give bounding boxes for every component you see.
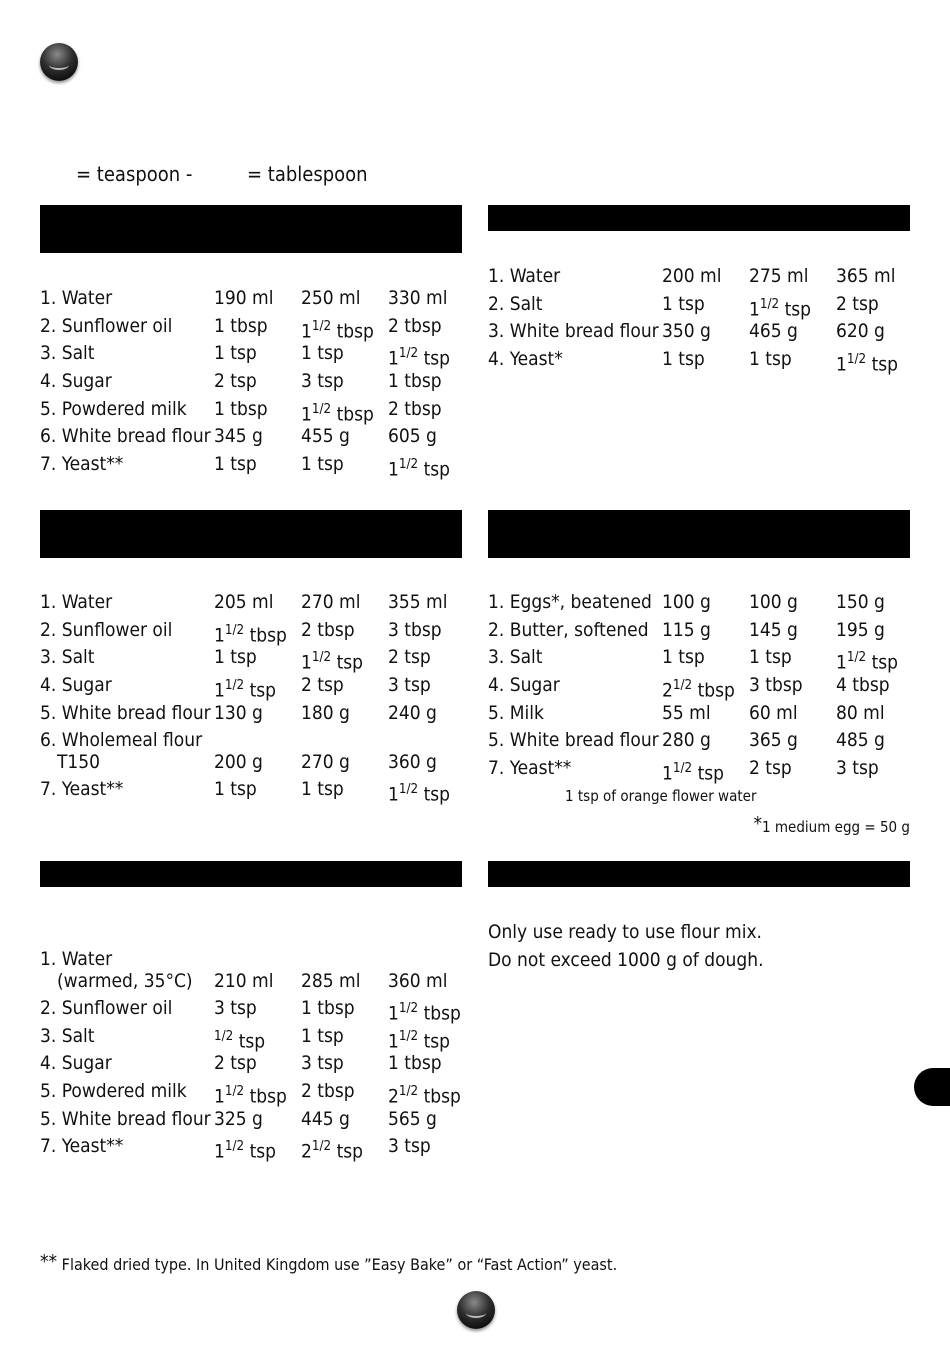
ingredient-quantity: 365 ml xyxy=(836,265,896,287)
ingredient-row xyxy=(488,727,910,755)
yeast-footnote-text: Flaked dried type. In United Kingdom use ”Easy Bake” or “Fast Action” yeast. xyxy=(61,1255,618,1274)
ingredient-quantity: 2 tbsp xyxy=(301,618,355,641)
ingredient-quantity: 285 ml xyxy=(301,969,361,992)
ingredient-quantity: 270 g xyxy=(301,750,350,773)
ingredient-quantity: 620 g xyxy=(836,320,885,343)
ingredient-quantity: 485 g xyxy=(836,729,885,752)
section-bar-wholemeal xyxy=(40,510,462,558)
ingredient-quantity: 3 tsp xyxy=(836,757,879,780)
ingredient-name: 3. Salt xyxy=(40,646,95,669)
ingredient-quantity: 1 tsp xyxy=(662,292,705,315)
ingredient-quantity: $1^{1/2}$ tsp xyxy=(301,650,364,674)
ingredient-quantity: $1^{1/2}$ tbsp xyxy=(301,318,374,343)
ingredient-quantity: 4 tbsp xyxy=(836,674,890,697)
ingredient-quantity: 360 g xyxy=(388,750,437,773)
ingredient-name: 3. Salt xyxy=(40,1024,95,1047)
ingredient-quantity: $1^{1/2}$ tsp xyxy=(662,761,725,785)
ingredient-name: 7. Yeast** xyxy=(40,1135,124,1158)
ingredient-quantity: 365 g xyxy=(749,729,798,752)
ingredient-row xyxy=(40,1050,462,1078)
ingredient-name: 1. Water xyxy=(40,287,113,309)
ingredient-name: 4. Sugar xyxy=(40,370,112,393)
ingredient-quantity: $1^{1/2}$ tsp xyxy=(388,782,451,806)
ingredient-quantity: 1 tbsp xyxy=(301,997,355,1019)
gluten-free-instructions xyxy=(488,919,764,974)
ingredient-name: 7. Yeast** xyxy=(40,778,124,801)
ingredient-name: 2. Sunflower oil xyxy=(40,314,173,337)
ingredient-quantity: $2^{1/2}$ tbsp xyxy=(388,1084,461,1108)
ingredient-row xyxy=(488,755,910,783)
ingredient-row xyxy=(40,727,462,776)
ingredient-quantity: 2 tbsp xyxy=(301,1080,355,1103)
ingredient-quantity: 1 tsp xyxy=(301,1024,344,1047)
yeast-footnote xyxy=(40,1251,617,1274)
section-bar-brioche xyxy=(488,510,910,558)
ingredient-quantity: 100 g xyxy=(749,591,798,613)
recipe-table-french xyxy=(488,263,910,374)
ingredient-quantity: $1^{1/2}$ tsp xyxy=(388,1028,451,1053)
ingredient-quantity: 1 tbsp xyxy=(214,314,268,337)
ingredient-quantity: 3 tsp xyxy=(388,1135,431,1158)
section-bar-basic xyxy=(40,205,462,253)
ingredient-row xyxy=(40,285,462,313)
ingredient-quantity: 1 tsp xyxy=(301,453,344,476)
legend-tablespoon: = tablespoon xyxy=(247,162,368,186)
gluten-free-line-1: Only use ready to use flour mix. xyxy=(488,921,762,943)
ingredient-name: 5. White bread flour xyxy=(488,729,659,752)
ingredient-quantity: 60 ml xyxy=(749,701,798,724)
ingredient-name: 7. Yeast** xyxy=(40,453,124,476)
ingredient-name: 1. Water xyxy=(40,591,113,613)
ingredient-quantity: $1^{1/2}$ tsp xyxy=(388,457,451,481)
ingredient-name: 2. Sunflower oil xyxy=(40,997,173,1019)
ingredient-row xyxy=(40,451,462,479)
egg-note-text: 1 medium egg = 50 g xyxy=(762,818,910,836)
ingredient-quantity: $1^{1/2}$ tsp xyxy=(749,296,812,321)
ingredient-name: 5. Powdered milk xyxy=(40,1080,187,1103)
ingredient-row xyxy=(40,672,462,700)
ingredient-quantity: 200 g xyxy=(214,750,263,773)
section-bar-french xyxy=(488,205,910,231)
ingredient-quantity: 1 tsp xyxy=(214,646,257,669)
section-bar-sweet xyxy=(40,861,462,887)
ingredient-quantity: $1^{1/2}$ tsp xyxy=(836,352,899,376)
ingredient-quantity: 3 tbsp xyxy=(749,674,803,697)
ingredient-quantity: $1^{1/2}$ tsp xyxy=(214,1139,277,1163)
ingredient-name: 6. White bread flour xyxy=(40,425,211,448)
ingredient-quantity: 280 g xyxy=(662,729,711,752)
ingredient-name: 5. White bread flour xyxy=(40,701,211,724)
ingredient-quantity: 455 g xyxy=(301,425,350,448)
ingredient-row xyxy=(40,617,462,645)
ingredient-quantity: 3 tsp xyxy=(301,370,344,393)
ingredient-name: 2. Butter, softened xyxy=(488,618,649,641)
ingredient-name: 4. Sugar xyxy=(40,1052,112,1075)
ingredient-name: 4. Sugar xyxy=(40,674,112,697)
ingredient-quantity: 1 tsp xyxy=(301,778,344,801)
ingredient-row xyxy=(488,672,910,700)
ingredient-quantity: 80 ml xyxy=(836,701,885,724)
ingredient-quantity: $1^{1/2}$ tsp xyxy=(836,650,899,674)
ingredient-quantity: 200 ml xyxy=(662,265,722,287)
ingredient-quantity: 195 g xyxy=(836,618,885,641)
ingredient-name: 1. Water xyxy=(40,948,113,970)
egg-note-mark: * xyxy=(753,813,763,835)
ingredient-quantity: 1 tsp xyxy=(301,342,344,365)
ingredient-quantity: 180 g xyxy=(301,701,350,724)
ingredient-quantity: 2 tsp xyxy=(301,674,344,697)
page-side-tab xyxy=(914,1068,950,1106)
ingredient-name: 6. Wholemeal flour xyxy=(40,729,203,752)
ingredient-name: 5. White bread flour xyxy=(40,1107,211,1130)
ingredient-row xyxy=(488,263,910,291)
ingredient-quantity: 270 ml xyxy=(301,591,361,613)
ingredient-quantity: 2 tsp xyxy=(388,646,431,669)
ingredient-row xyxy=(40,368,462,396)
ingredient-quantity: 205 ml xyxy=(214,591,274,613)
ingredient-quantity: 2 tsp xyxy=(749,757,792,780)
ingredient-quantity: 2 tbsp xyxy=(388,314,442,337)
ingredient-quantity: 325 g xyxy=(214,1107,263,1130)
ingredient-row xyxy=(488,589,910,617)
brioche-extra-note: 1 tsp of orange flower water xyxy=(565,787,757,805)
ingredient-quantity: 350 g xyxy=(662,320,711,343)
ingredient-quantity: 345 g xyxy=(214,425,263,448)
recipe-table-basic xyxy=(40,285,462,479)
ingredient-quantity: 210 ml xyxy=(214,969,274,992)
ingredient-name: 3. Salt xyxy=(488,646,543,669)
ingredient-quantity: 465 g xyxy=(749,320,798,343)
ingredient-quantity: $1^{1/2}$ tbsp xyxy=(301,401,374,426)
ingredient-quantity: 2 tsp xyxy=(214,1052,257,1075)
ingredient-quantity: 445 g xyxy=(301,1107,350,1130)
ingredient-quantity: 3 tsp xyxy=(214,997,257,1019)
ingredient-quantity: $1^{1/2}$ tbsp xyxy=(214,1084,287,1108)
ingredient-quantity: 1 tbsp xyxy=(214,397,268,420)
ingredient-quantity: 1 tbsp xyxy=(388,1052,442,1075)
ingredient-row xyxy=(40,946,462,995)
ingredient-quantity: 1 tsp xyxy=(214,342,257,365)
ingredient-quantity: 115 g xyxy=(662,618,711,641)
ingredient-name: 4. Yeast* xyxy=(488,348,563,371)
ingredient-quantity: 1 tsp xyxy=(214,778,257,801)
ingredient-quantity: 1 tsp xyxy=(749,348,792,371)
ingredient-row xyxy=(40,340,462,368)
yeast-footnote-mark: ** xyxy=(40,1251,58,1273)
ingredient-quantity: $2^{1/2}$ tbsp xyxy=(662,678,735,702)
ingredient-quantity: $1^{1/2}$ tsp xyxy=(214,678,277,702)
ingredient-quantity: 1 tsp xyxy=(662,348,705,371)
ingredient-quantity: 355 ml xyxy=(388,591,448,613)
ingredient-row xyxy=(40,589,462,617)
egg-note xyxy=(753,813,910,836)
ingredient-row xyxy=(488,346,910,374)
ingredient-quantity: $1^{1/2}$ tsp xyxy=(388,346,451,370)
ingredient-quantity: 2 tbsp xyxy=(388,397,442,420)
recipe-table-brioche xyxy=(488,589,910,783)
ingredient-name: 1. Water xyxy=(488,265,561,287)
ingredient-row xyxy=(40,776,462,804)
ingredient-row xyxy=(40,995,462,1023)
ingredient-name: 2. Salt xyxy=(488,292,543,315)
ingredient-row xyxy=(488,700,910,728)
gluten-free-line-2: Do not exceed 1000 g of dough. xyxy=(488,948,764,971)
section-bar-gluten-free xyxy=(488,861,910,887)
ingredient-quantity: 1 tbsp xyxy=(388,370,442,393)
ingredient-quantity: 330 ml xyxy=(388,287,448,309)
ingredient-quantity: 3 tsp xyxy=(388,674,431,697)
recipe-table-sweet xyxy=(40,946,462,1161)
ingredient-row xyxy=(40,1023,462,1051)
ingredient-quantity: 1 tsp xyxy=(214,453,257,476)
ingredient-row xyxy=(488,318,910,346)
ingredient-row xyxy=(40,396,462,424)
ingredient-name-continued: (warmed, 35°C) xyxy=(57,969,193,992)
ingredient-quantity: 3 tbsp xyxy=(388,618,442,641)
ingredient-quantity: 150 g xyxy=(836,591,885,613)
ingredient-row xyxy=(488,644,910,672)
ingredient-row xyxy=(40,700,462,728)
ingredient-row xyxy=(40,1106,462,1134)
ingredient-row xyxy=(40,313,462,341)
ingredient-row xyxy=(40,423,462,451)
ingredient-quantity: 565 g xyxy=(388,1107,437,1130)
ingredient-name: 3. Salt xyxy=(40,342,95,365)
ingredient-name-continued: T150 xyxy=(57,750,101,773)
ingredient-quantity: 605 g xyxy=(388,425,437,448)
ingredient-name: 1. Eggs*, beatened xyxy=(488,591,652,613)
ingredient-quantity: 55 ml xyxy=(662,701,711,724)
top-knob-icon xyxy=(40,43,78,81)
ingredient-quantity: $2^{1/2}$ tsp xyxy=(301,1139,364,1163)
ingredient-quantity: 100 g xyxy=(662,591,711,613)
bottom-knob-icon xyxy=(457,1291,495,1329)
ingredient-quantity: 130 g xyxy=(214,701,263,724)
ingredient-name: 5. Milk xyxy=(488,701,544,724)
ingredient-quantity: 2 tsp xyxy=(214,370,257,393)
ingredient-quantity: 240 g xyxy=(388,701,437,724)
ingredient-name: 5. Powdered milk xyxy=(40,397,187,420)
ingredient-quantity: 3 tsp xyxy=(301,1052,344,1075)
ingredient-quantity: 360 ml xyxy=(388,969,448,992)
ingredient-row xyxy=(488,617,910,645)
ingredient-row xyxy=(488,291,910,319)
ingredient-quantity: $1^{1/2}$ tbsp xyxy=(388,1001,461,1025)
ingredient-quantity: 145 g xyxy=(749,618,798,641)
ingredient-quantity: 190 ml xyxy=(214,287,274,309)
ingredient-name: 2. Sunflower oil xyxy=(40,618,173,641)
ingredient-quantity: 1 tsp xyxy=(662,646,705,669)
ingredient-name: 3. White bread flour xyxy=(488,320,659,343)
ingredient-quantity: 275 ml xyxy=(749,265,809,287)
ingredient-quantity: $^{1/2}$ tsp xyxy=(214,1028,266,1053)
ingredient-quantity: 2 tsp xyxy=(836,292,879,315)
ingredient-name: 7. Yeast** xyxy=(488,757,572,780)
ingredient-name: 4. Sugar xyxy=(488,674,560,697)
ingredient-quantity: 1 tsp xyxy=(749,646,792,669)
ingredient-row xyxy=(40,1133,462,1161)
ingredient-quantity: $1^{1/2}$ tbsp xyxy=(214,622,287,647)
ingredient-row xyxy=(40,644,462,672)
ingredient-row xyxy=(40,1078,462,1106)
ingredient-quantity: 250 ml xyxy=(301,287,361,309)
legend-teaspoon: = teaspoon - xyxy=(76,162,193,186)
recipe-table-wholemeal xyxy=(40,589,462,804)
